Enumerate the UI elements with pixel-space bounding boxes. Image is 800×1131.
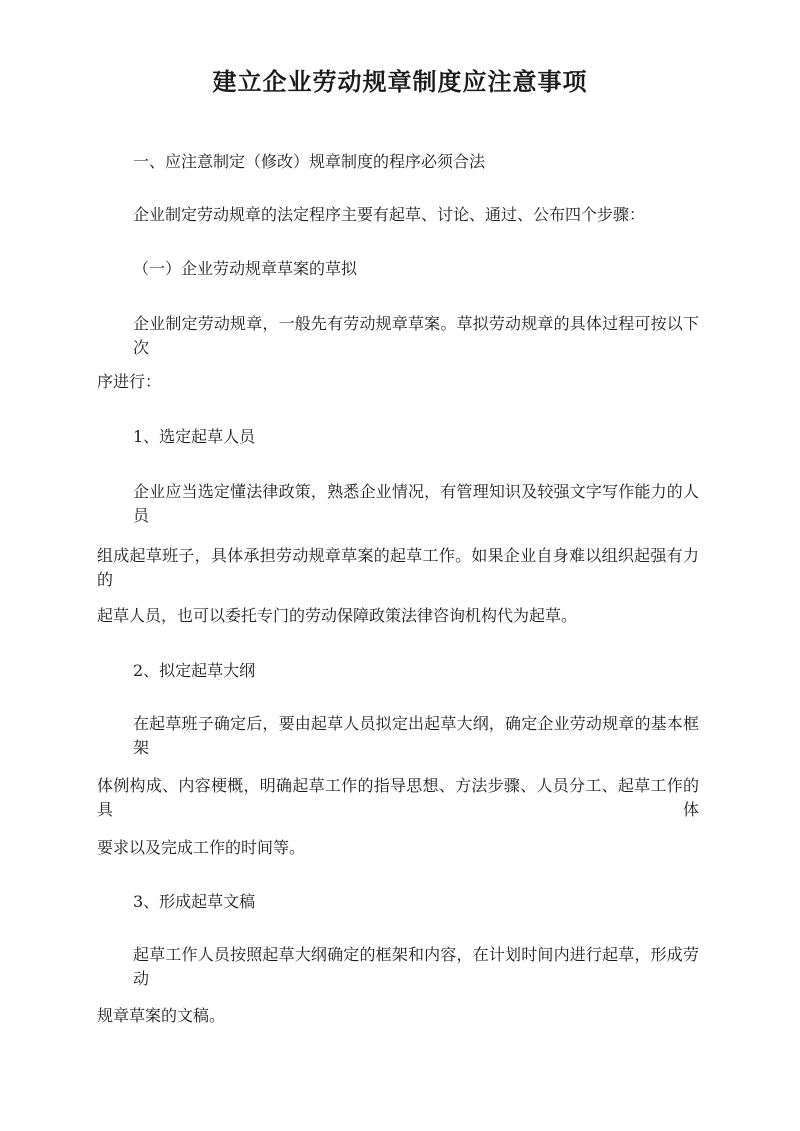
step-heading-2: 2、拟定起草大纲 [133,661,256,680]
paragraph-line: 起草人员，也可以委托专门的劳动保障政策法律咨询机构代为起草。 [97,606,578,625]
paragraph-line: 企业制定劳动规章的法定程序主要有起草、讨论、通过、公布四个步骤： [133,205,646,224]
step-heading-3: 3、形成起草文稿 [133,892,256,911]
section-heading-1: 一、应注意制定（修改）规章制度的程序必须合法 [133,152,486,171]
document-title: 建立企业劳动规章制度应注意事项 [212,68,588,96]
paragraph-line: 组成起草班子，具体承担劳动规章草案的起草工作。如果企业自身难以组织起强有力的 [97,546,699,589]
paragraph-line: 体例构成、内容梗概，明确起草工作的指导思想、方法步骤、人员分工、起草工作的具体 [97,776,699,819]
paragraph-line: 企业制定劳动规章，一般先有劳动规章草案。草拟劳动规章的具体过程可按以下次 [133,314,699,357]
paragraph-line: 序进行： [97,372,162,391]
paragraph-line: 要求以及完成工作的时间等。 [97,838,306,857]
step-heading-1: 1、选定起草人员 [133,427,256,446]
paragraph-line: 起草工作人员按照起草大纲确定的框架和内容，在计划时间内进行起草，形成劳动 [133,945,699,988]
paragraph-line: 在起草班子确定后，要由起草人员拟定出起草大纲，确定企业劳动规章的基本框架 [133,714,699,757]
paragraph-line: 企业应当选定懂法律政策，熟悉企业情况，有管理知识及较强文字写作能力的人员 [133,482,699,525]
subsection-heading-1: （一）企业劳动规章草案的草拟 [133,259,358,278]
paragraph-line: 规章草案的文稿。 [97,1006,226,1025]
